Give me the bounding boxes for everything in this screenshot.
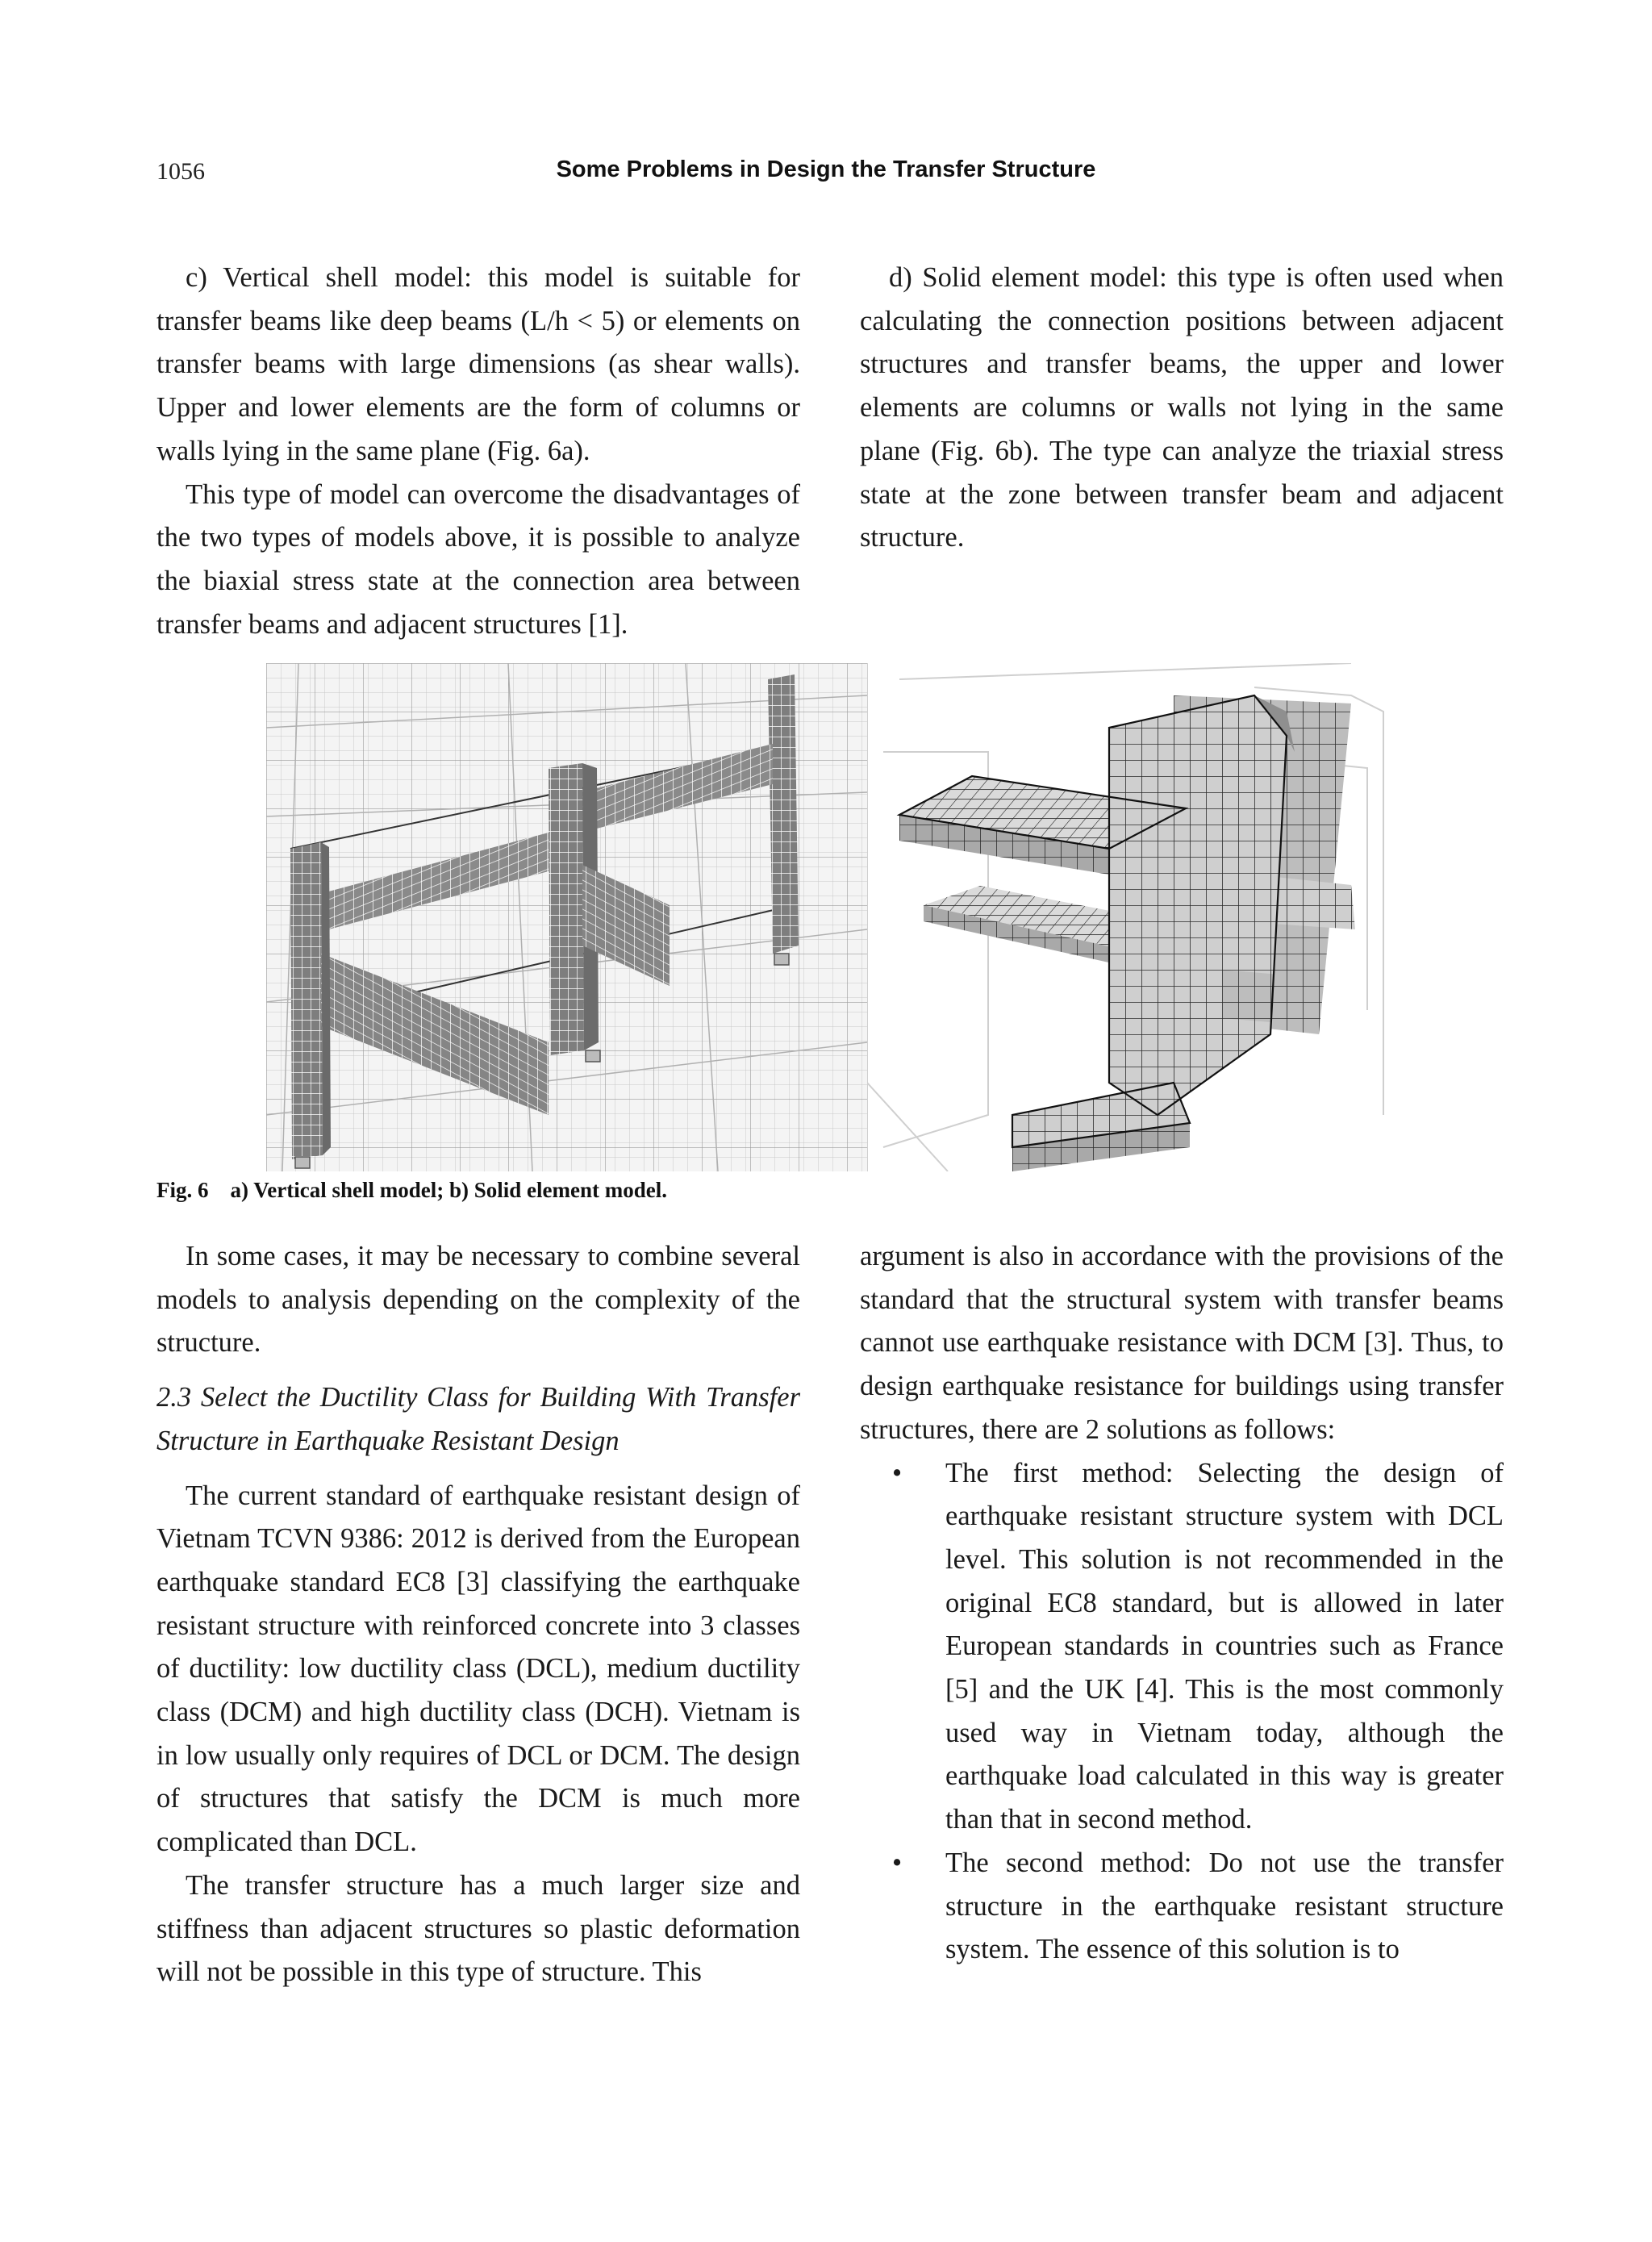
bottom-left-column bbox=[156, 1235, 800, 1994]
bullet-icon: • bbox=[892, 1457, 903, 1488]
running-title: Some Problems in Design the Transfer Structure bbox=[556, 157, 1096, 182]
paragraph-argument: argument is also in accordance with the provisions of the standard that the structural system with transfer beams cannot use earthquake resistance with DCM [3]. Thus, to design earthquake resistance for buildings using transfer structures, there are 2 solutions as follows: bbox=[860, 1241, 1504, 1445]
list-item bbox=[860, 1842, 1504, 1972]
page-number: 1056 bbox=[156, 158, 205, 185]
bullet-icon: • bbox=[892, 1847, 903, 1878]
top-right-column bbox=[860, 257, 1504, 560]
list-item-text: The first method: Selecting the design of earthquake resistant structure system with DCL level. This solution is not recommended in the original EC8 standard, but is allowed in later European standards in countries such as France [5] and the UK [4]. This is the most commonly used way in Vietnam today, although the earthquake load calculated in this way is greater than that in second method. bbox=[945, 1457, 1504, 1835]
paragraph-solid-element: d) Solid element model: this type is often used when calculating the connection positions between adjacent structures and transfer beams, the upper and lower elements are columns or walls not lying in the same plane (Fig. 6b). The type can analyze the triaxial stress state at the zone between transfer beam and adjacent structure. bbox=[860, 262, 1504, 553]
paragraph-transfer-structure: The transfer structure has a much larger size and stiffness than adjacent structures so plastic deformation will not be possible in this type of structure. This bbox=[156, 1869, 800, 1988]
top-left-column bbox=[156, 257, 800, 646]
section-heading-2-3: 2.3 Select the Ductility Class for Building With Transfer Structure in Earthquake Resistant Design bbox=[156, 1382, 800, 1456]
list-item-text: The second method: Do not use the transfer structure in the earthquake resistant structure system. The essence of this solution is to bbox=[945, 1847, 1504, 1965]
bottom-right-column bbox=[860, 1235, 1504, 1972]
solutions-list bbox=[860, 1452, 1504, 1972]
figure-caption: Fig. 6 a) Vertical shell model; b) Solid element model. bbox=[156, 1178, 667, 1202]
list-item bbox=[860, 1452, 1504, 1842]
paragraph-vertical-shell: c) Vertical shell model: this model is suitable for transfer beams like deep beams (L/h < 5) or elements on transfer beams with large dimensions (as shear walls). Upper and lower elements are the form of columns or walls lying in the same plane (Fig. 6a). bbox=[156, 262, 800, 466]
paragraph-model-advantages: This type of model can overcome the disadvantages of the two types of models above, it is possible to analyze the biaxial stress state at the connection area between transfer beams and adjacent structures [1]. bbox=[156, 478, 800, 640]
figure-6a-vertical-shell-model bbox=[266, 663, 867, 1171]
paragraph-combine-models: In some cases, it may be necessary to combine several models to analysis depending on the complexity of the structure. bbox=[156, 1241, 800, 1359]
figure-6b-solid-element-model bbox=[867, 663, 1391, 1171]
paragraph-current-standard: The current standard of earthquake resistant design of Vietnam TCVN 9386: 2012 is derived from the European earthquake standard EC8 [3] classifying the earthquake resistant structure with reinforced concrete into 3 classes of ductility: low ductility class (DCL), medium ductility class (DCM) and high ductility class (DCH). Vietnam is in low usually only requires of DCL or DCM. The design of structures that satisfy the DCM is much more complicated than DCL. bbox=[156, 1480, 800, 1858]
